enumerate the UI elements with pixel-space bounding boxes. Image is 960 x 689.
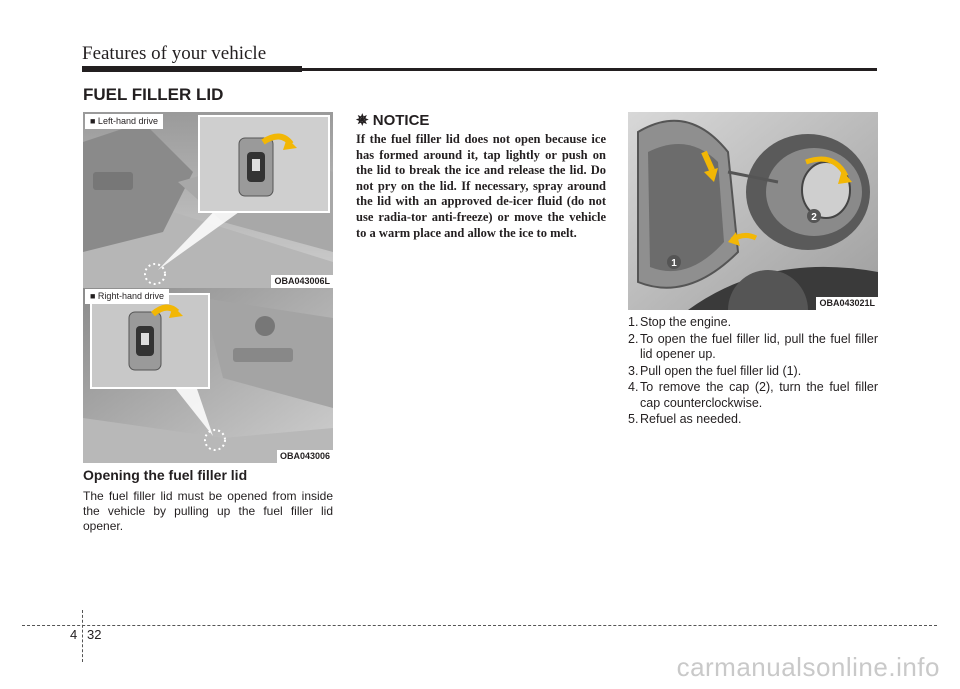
chapter-number: 4: [70, 627, 78, 642]
right-hand-drive-label: ■ Right-hand drive: [85, 289, 169, 304]
left-hand-drive-code: OBA043006L: [271, 275, 333, 288]
opening-body: The fuel filler lid must be opened from inside the vehicle by pulling up the fuel filler lid opener.: [83, 489, 333, 533]
right-hand-drive-photo: [83, 288, 333, 463]
page-number: 32: [87, 627, 102, 642]
step-item: 2. To open the fuel filler lid, pull the fuel filler lid opener up.: [628, 331, 878, 361]
notice-body: If the fuel filler lid does not open because ice has formed around it, tap lightly or push on the lid to break the ice and release the lid. Do not pry on the lid. If necessary, spray around the lid with an approved de-icer fluid (do not use radia-tor anti-freeze) or move the vehicle to a warm place and allow the ice to melt.: [356, 132, 606, 240]
fuel-cap-photo: [628, 112, 878, 310]
footer-divider: [82, 610, 83, 662]
watermark: carmanualsonline.info: [676, 652, 940, 682]
notice-title: ✵ NOTICE: [356, 112, 430, 129]
callout-2: 2: [811, 212, 817, 223]
step-item: 5. Refuel as needed.: [628, 412, 742, 426]
header-rule-accent: [82, 66, 302, 72]
callout-1: 1: [671, 258, 677, 269]
step-item: 4. To remove the cap (2), turn the fuel filler cap counterclockwise.: [628, 380, 878, 410]
section-title: FUEL FILLER LID: [83, 85, 224, 104]
step-item: 3. Pull open the fuel filler lid (1).: [628, 363, 802, 378]
header-title: Features of your vehicle: [82, 43, 267, 64]
right-hand-drive-code: OBA043006: [277, 450, 333, 463]
opening-title: Opening the fuel filler lid: [83, 467, 248, 483]
footer-rule: [22, 625, 937, 626]
left-hand-drive-label: ■ Left-hand drive: [85, 114, 163, 129]
left-hand-drive-photo: [83, 112, 333, 288]
refuel-steps: [628, 315, 878, 429]
step-item: 1. Stop the engine.: [628, 315, 732, 329]
fuel-cap-code: OBA043021L: [816, 297, 878, 310]
